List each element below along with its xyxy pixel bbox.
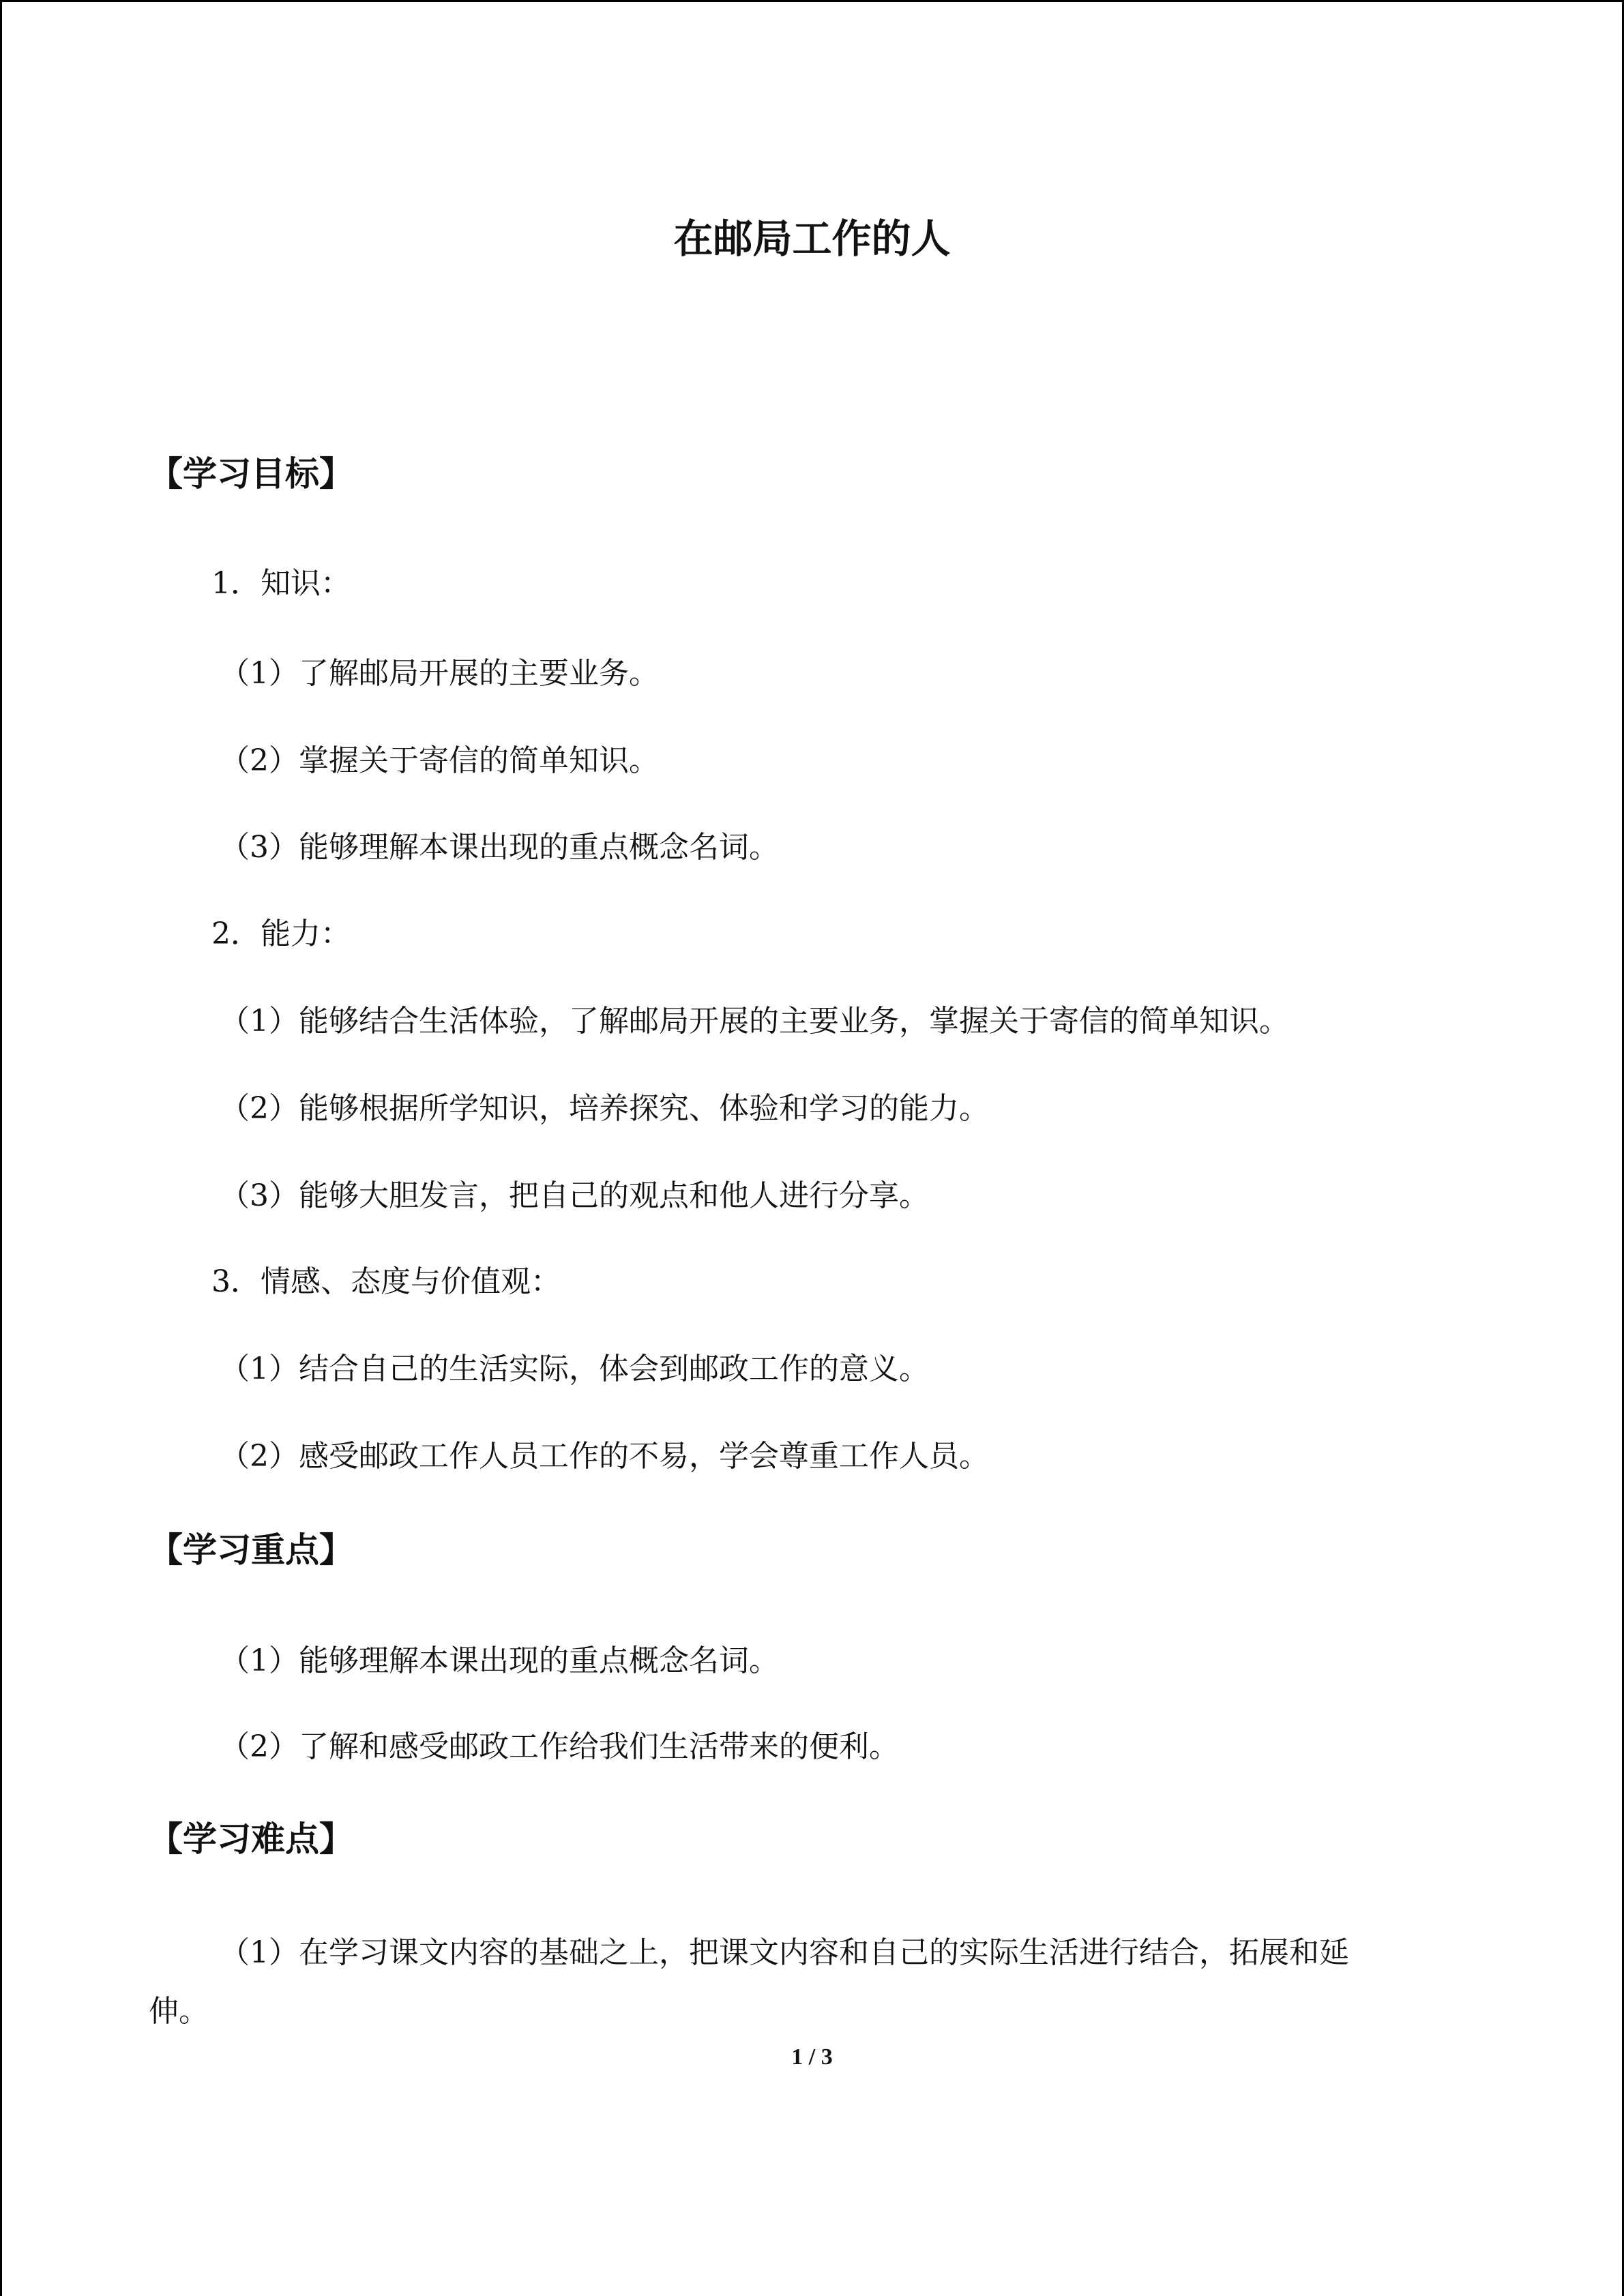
ability-label: 2．能力： bbox=[211, 916, 351, 951]
emotion-item: （1）结合自己的生活实际，体会到邮政工作的意义。 bbox=[220, 1352, 929, 1386]
page-border-left bbox=[0, 0, 2, 2296]
ability-item: （2）能够根据所学知识，培养探究、体验和学习的能力。 bbox=[220, 1091, 989, 1126]
emotion-label: 3．情感、态度与价值观： bbox=[211, 1264, 561, 1299]
ability-item: （1）能够结合生活体验，了解邮局开展的主要业务，掌握关于寄信的简单知识。 bbox=[220, 1004, 1289, 1039]
knowledge-item: （2）掌握关于寄信的简单知识。 bbox=[220, 743, 659, 778]
key-point-item: （2）了解和感受邮政工作给我们生活带来的便利。 bbox=[220, 1729, 899, 1764]
section-heading-key-points: 【学习重点】 bbox=[149, 1530, 353, 1570]
page-number: 1 / 3 bbox=[791, 2044, 833, 2070]
page-border-top bbox=[0, 0, 1624, 2]
difficulty-paragraph-continuation: 伸。 bbox=[149, 1994, 209, 2029]
difficulty-paragraph-line: （1）在学习课文内容的基础之上，把课文内容和自己的实际生活进行结合，拓展和延 bbox=[220, 1935, 1349, 1970]
ability-item: （3）能够大胆发言，把自己的观点和他人进行分享。 bbox=[220, 1178, 929, 1213]
knowledge-item: （1）了解邮局开展的主要业务。 bbox=[220, 656, 659, 691]
knowledge-label: 1．知识： bbox=[211, 566, 351, 601]
knowledge-item: （3）能够理解本课出现的重点概念名词。 bbox=[220, 830, 779, 865]
section-heading-objectives: 【学习目标】 bbox=[149, 454, 353, 494]
key-point-item: （1）能够理解本课出现的重点概念名词。 bbox=[220, 1643, 779, 1678]
section-heading-difficulties: 【学习难点】 bbox=[149, 1819, 353, 1859]
emotion-item: （2）感受邮政工作人员工作的不易，学会尊重工作人员。 bbox=[220, 1439, 989, 1474]
document-title: 在邮局工作的人 bbox=[673, 215, 951, 262]
